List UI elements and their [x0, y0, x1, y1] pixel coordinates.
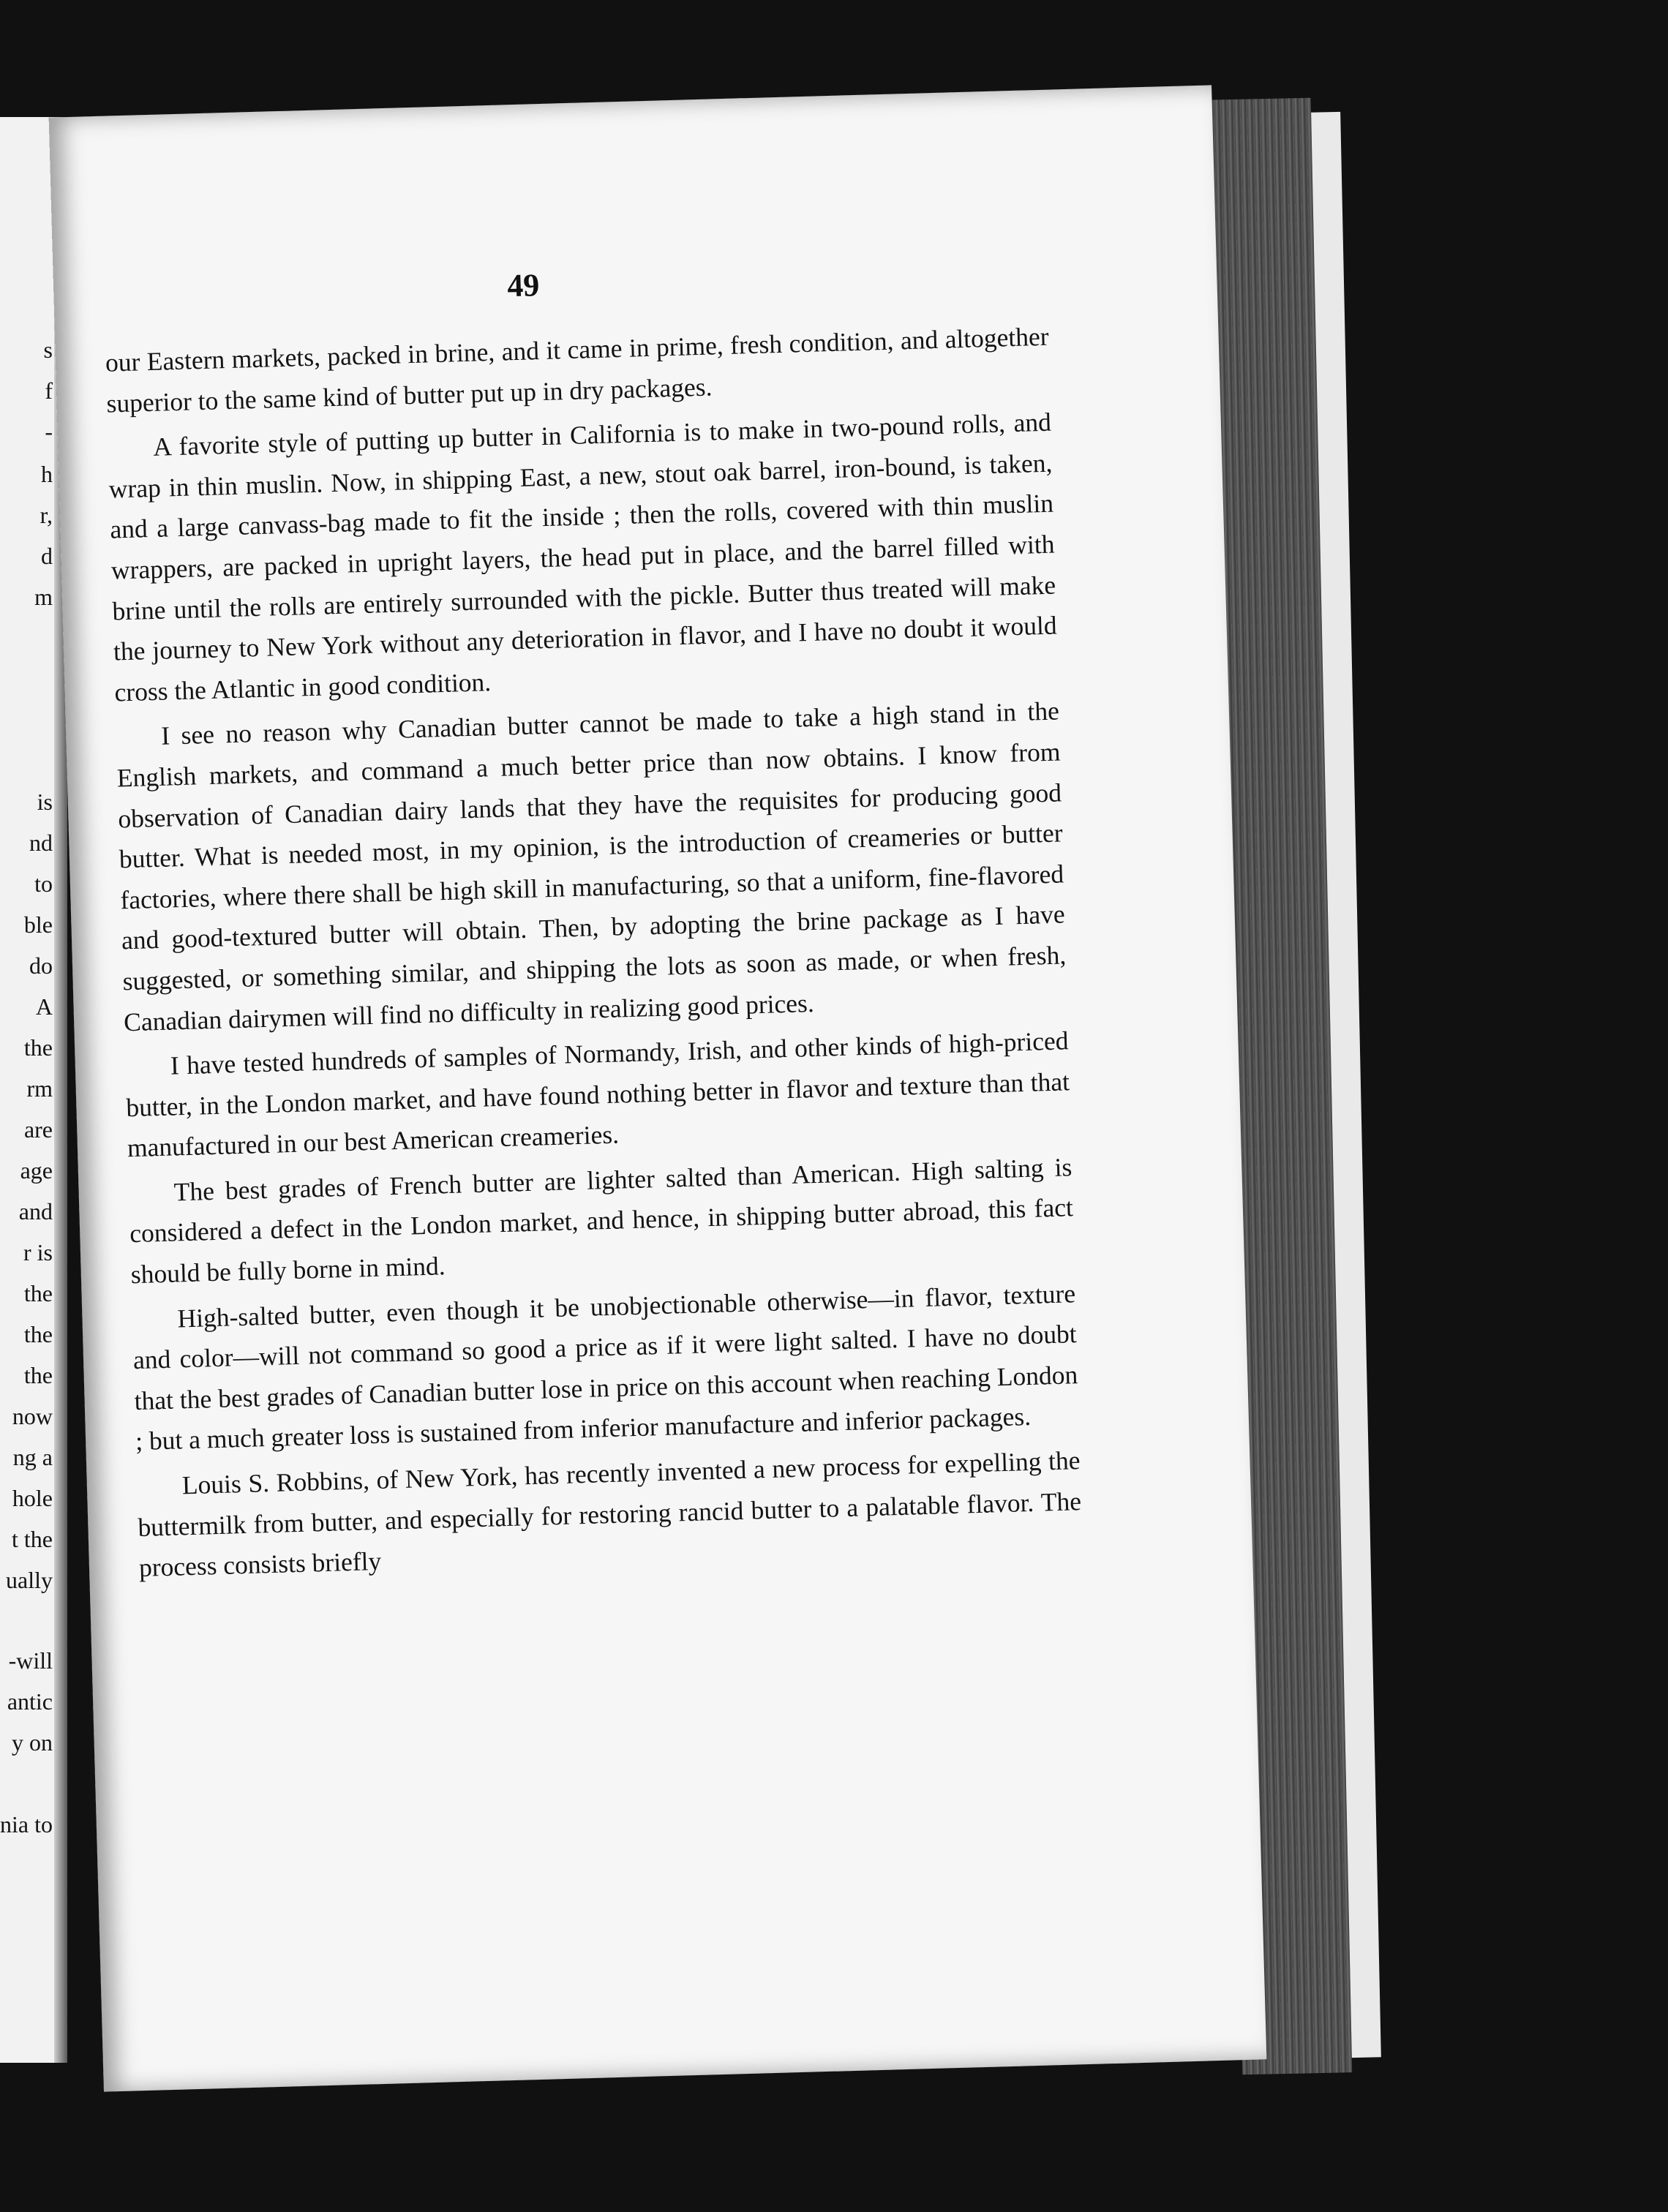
left-page-fragment: r is [23, 1239, 53, 1265]
paragraph: our Eastern markets, packed in brine, and it came in prime, fresh condition, and altogether superior to the same kind of butter put up in dry packages. [105, 321, 1050, 418]
paragraph: The best grades of French butter are lighter salted than American. High salting is considered a defect in the London market, and hence, in shipping butter abroad, this fact should be fully borne in mind. [129, 1152, 1074, 1290]
left-page-fragment: to [34, 870, 53, 897]
left-page-fragment: m [34, 584, 53, 610]
left-page-fragment: -will [8, 1647, 53, 1674]
left-page-fragment: do [29, 952, 53, 979]
paragraph: High-salted butter, even though it be unobjectionable otherwise—in flavor, texture and color—will not command so good a price as if it were light salted. I have no doubt that the best grades of Canadian butter lose in price on this account when reaching London ; but a much greater loss is sustained from inferior manufacture and inferior packages. [132, 1278, 1078, 1456]
page-body-text [105, 317, 1083, 1589]
left-page-fragment: the [23, 1362, 53, 1388]
page-number: 49 [506, 267, 540, 304]
left-page-fragment: ng a [12, 1444, 53, 1470]
left-page-fragment: antic [7, 1688, 53, 1715]
left-page-fragment: and [18, 1198, 53, 1224]
left-page-fragment: the [23, 1321, 53, 1347]
left-page-fragment: s [43, 336, 53, 363]
left-page-fragment: y on [12, 1729, 53, 1756]
left-page-fragment: age [20, 1157, 53, 1184]
paragraph: Louis S. Robbins, of New York, has recently invented a new process for expelling the buttermilk from butter, and especially for restoring rancid butter to a palatable flavor. The process consists briefly [137, 1445, 1082, 1583]
left-page-fragment: f [45, 377, 53, 404]
left-page-fragment: is [37, 789, 53, 815]
book-page [49, 85, 1267, 2091]
left-page-fragment: d [41, 543, 53, 569]
paragraph: A favorite style of putting up butter in California is to make in two-pound rolls, and wrap in thin muslin. Now, in shipping East, a new, stout oak barrel, iron-bound, is taken, and a large canvass-bag made to fit the inside ; then the rolls, covered with thin muslin wrappers, are packed in upright layers, the head put in place, and the barrel filled with brine until the rolls are entirely surrounded with the pickle. Butter thus treated will make the journey to New York without any deterioration in flavor, and I have no doubt it would cross the Atlantic in good condition. [108, 407, 1058, 707]
left-page-fragment: h [41, 461, 53, 487]
paragraph: I see no reason why Canadian butter cannot be made to take a high stand in the English markets, and command a much better price than now obtains. I know from observation of Canadian dairy lands that they have the requisites for producing good butter. What is needed most, in my opinion, is the introduction of creameries or butter factories, where there shall be high skill in manufacturing, so that a uniform, fine-flavored and good-textured butter will obtain. Then, by adopting the brine package as I have suggested, or something similar, and shipping the lots as soon as made, or when fresh, Canadian dairymen will find no difficulty in realizing good prices. [116, 696, 1067, 1037]
left-page-fragment: r, [40, 502, 53, 528]
book-cover-edge [1311, 112, 1381, 2058]
left-page-fragment: are [23, 1116, 53, 1143]
left-page-fragment: the [23, 1280, 53, 1306]
left-page-fragment: ually [6, 1567, 53, 1593]
paragraph: I have tested hundreds of samples of Normandy, Irish, and other kinds of high-priced butter, in the London market, and have found nothing better in flavor and texture than that manufactured in our best American creameries. [125, 1026, 1070, 1163]
left-page-fragment: t the [12, 1526, 53, 1552]
left-page-fragment: now [12, 1403, 53, 1429]
left-page-fragment: A [35, 993, 53, 1020]
left-page-fragment: the [23, 1034, 53, 1061]
left-page-fragment: - [45, 418, 53, 445]
left-page-fragment: hole [12, 1485, 53, 1511]
left-page-fragment: nd [29, 830, 53, 856]
left-page-fragment: ble [23, 911, 53, 938]
left-page-fragment: rm [26, 1075, 53, 1102]
left-page-fragment: nia to [0, 1811, 53, 1837]
